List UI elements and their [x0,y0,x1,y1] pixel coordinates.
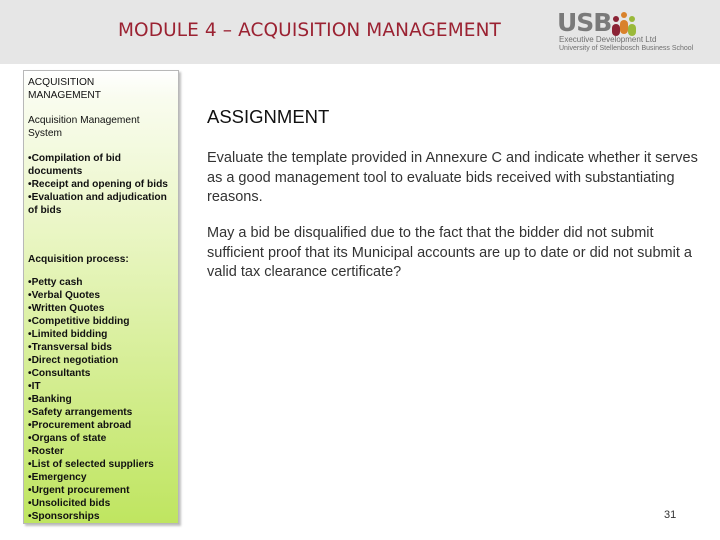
sidebar-system-line: Acquisition Management [28,115,140,126]
logo-text: USB [557,8,612,37]
sidebar-panel [23,70,179,524]
sidebar-bid-list [28,152,178,217]
header-bar [0,0,720,64]
module-title: MODULE 4 – ACQUISITION MANAGEMENT [118,20,501,41]
list-item: •Roster [28,446,64,457]
sidebar-heading-line: MANAGEMENT [28,90,102,101]
sidebar-process-label: Acquisition process: [28,254,129,265]
sidebar-system [28,114,140,140]
logo-line2: University of Stellenbosch Business School [559,45,694,52]
list-item: •Verbal Quotes [28,290,101,301]
list-item: •Consultants [28,368,91,379]
list-item: •Written Quotes [28,303,105,314]
list-item: •List of selected suppliers [28,459,154,470]
list-item: •Transversal bids [28,342,112,353]
list-item: •Petty cash [28,277,83,288]
list-item: •Organs of state [28,433,107,444]
page-number: 31 [664,509,677,521]
list-item: •Banking [28,394,72,405]
list-item: •Competitive bidding [28,316,130,327]
list-item: •IT [28,381,41,392]
logo-people-icon [611,10,641,38]
list-item: •Procurement abroad [28,420,132,431]
usb-logo [557,8,707,56]
list-item: •Sponsorships [28,511,100,522]
list-item: •Emergency [28,472,87,483]
list-item: •Urgent procurement [28,485,130,496]
assignment-title: ASSIGNMENT [207,106,330,127]
sidebar-process-list [28,276,154,523]
list-item: •Compilation of bid documents [28,153,121,177]
list-item: •Unsolicited bids [28,498,111,509]
sidebar-heading-line: ACQUISITION [28,77,95,88]
sidebar-system-line: System [28,128,62,139]
list-item: •Direct negotiation [28,355,119,366]
list-item: •Evaluation and adjudication of bids [28,192,167,216]
assignment-question-1: Evaluate the template provided in Annexure C and indicate whether it serves as a good management tool to evaluate bids received with substantiating reasons. [207,150,698,205]
sidebar-heading [28,76,101,102]
list-item: •Safety arrangements [28,407,133,418]
list-item: •Receipt and opening of bids [28,179,168,190]
list-item: •Limited bidding [28,329,108,340]
assignment-question-2: May a bid be disqualified due to the fact that the bidder did not submit sufficient proof that its Municipal accounts are up to date or did not submit a valid tax clearance certificate? [207,225,692,280]
logo-line1: Executive Development Ltd [559,35,657,44]
